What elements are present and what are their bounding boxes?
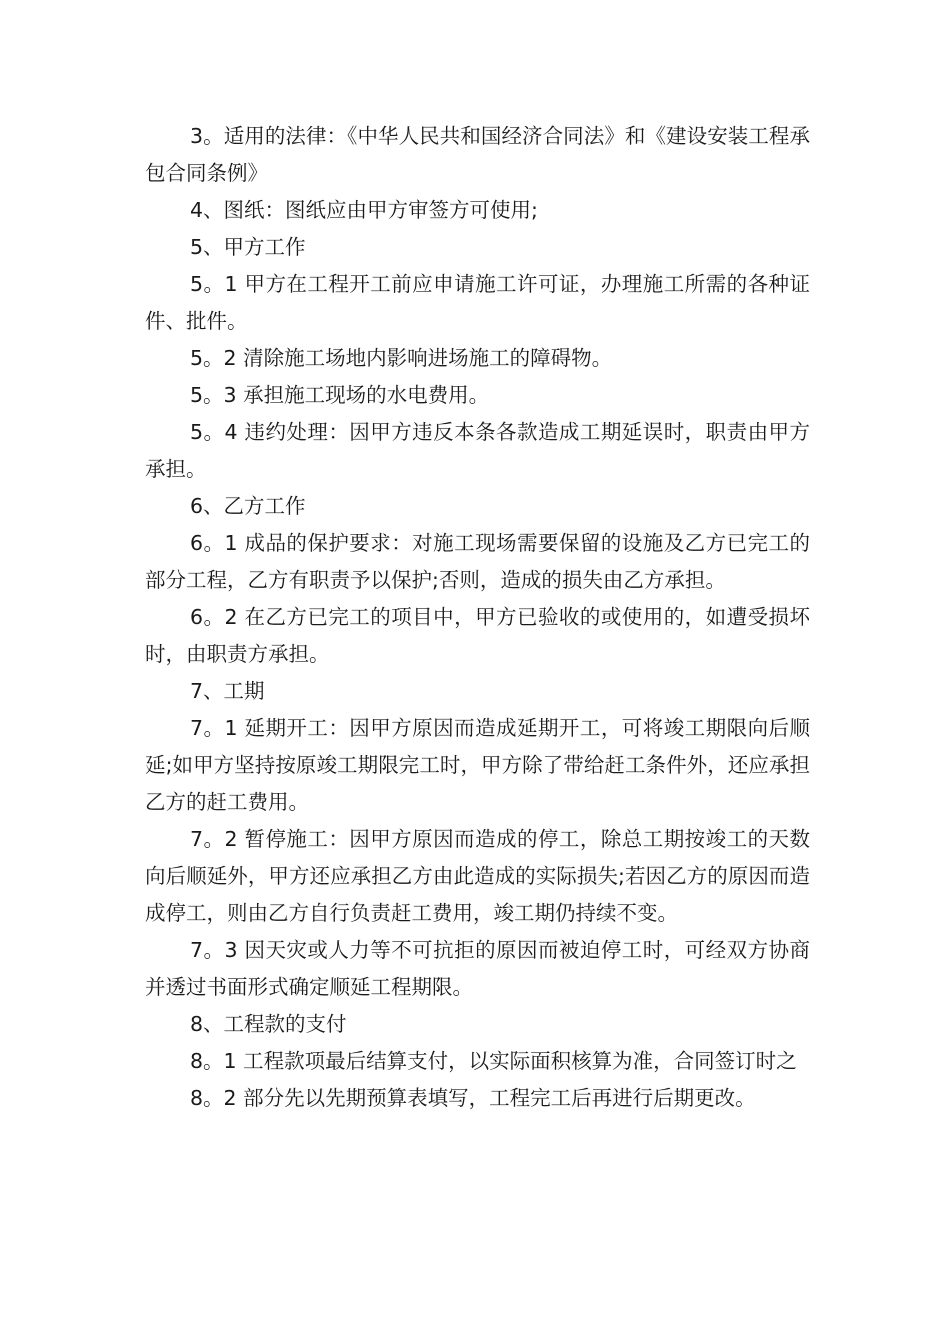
paragraph-5-1: 5。1 甲方在工程开工前应申请施工许可证，办理施工所需的各种证件、批件。 <box>145 272 810 333</box>
paragraph-7-3: 7。3 因天灾或人力等不可抗拒的原因而被迫停工时，可经双方协商并透过书面形式确定顺延工程期限。 <box>145 938 810 999</box>
paragraph-drawings: 4、图纸：图纸应由甲方审签方可使用; <box>190 198 538 222</box>
paragraph-6-1: 6。1 成品的保护要求：对施工现场需要保留的设施及乙方已完工的部分工程，乙方有职责予以保护;否则，造成的损失由乙方承担。 <box>145 531 810 592</box>
document-body <box>145 118 810 1117</box>
paragraph-8-1: 8。1 工程款项最后结算支付，以实际面积核算为准，合同签订时之 <box>190 1049 797 1073</box>
paragraph-7-2: 7。2 暂停施工：因甲方原因而造成的停工，除总工期按竣工的天数向后顺延外，甲方还应承担乙方由此造成的实际损失;若因乙方的原因而造成停工，则由乙方自行负责赶工费用，竣工期仍持续不变。 <box>145 827 810 925</box>
paragraph-applicable-law: 3。适用的法律：《中华人民共和国经济合同法》和《建设安装工程承包合同条例》 <box>145 124 810 185</box>
paragraph-5-3: 5。3 承担施工现场的水电费用。 <box>190 383 490 407</box>
heading-party-a-work: 5、甲方工作 <box>190 235 306 259</box>
paragraph-6-2: 6。2 在乙方已完工的项目中，甲方已验收的或使用的，如遭受损坏时，由职责方承担。 <box>145 605 810 666</box>
paragraph-5-2: 5。2 清除施工场地内影响进场施工的障碍物。 <box>190 346 613 370</box>
heading-party-b-work: 6、乙方工作 <box>190 494 306 518</box>
heading-payment: 8、工程款的支付 <box>190 1012 347 1036</box>
paragraph-8-2: 8。2 部分先以先期预算表填写，工程完工后再进行后期更改。 <box>190 1086 756 1110</box>
heading-construction-period: 7、工期 <box>190 679 265 703</box>
paragraph-7-1: 7。1 延期开工：因甲方原因而造成延期开工，可将竣工期限向后顺延;如甲方坚持按原竣工期限完工时，甲方除了带给赶工条件外，还应承担乙方的赶工费用。 <box>145 716 810 814</box>
paragraph-5-4: 5。4 违约处理：因甲方违反本条各款造成工期延误时，职责由甲方承担。 <box>145 420 810 481</box>
